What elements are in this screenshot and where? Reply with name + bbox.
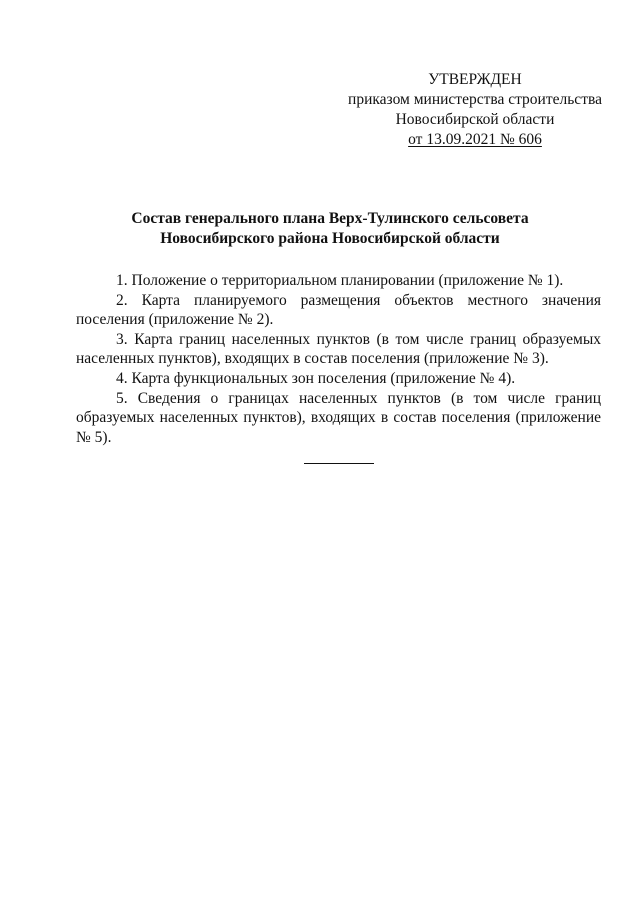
approval-region-line: Новосибирской области: [395, 111, 555, 128]
list-item: 3. Карта границ населенных пунктов (в том числе границ образуемых населенных пунктов), входящих в состав поселения (приложение № 3).: [76, 330, 601, 368]
end-divider: [304, 463, 374, 464]
list-item: 1. Положение о территориальном планировании (приложение № 1).: [116, 272, 564, 289]
approval-date-number: от 13.09.2021 № 606: [408, 131, 542, 148]
document-title-line-2: Новосибирского района Новосибирской области: [160, 230, 500, 247]
list-item: 2. Карта планируемого размещения объектов местного значения поселения (приложение № 2).: [76, 291, 601, 329]
contents-list: [76, 271, 601, 447]
document-title-line-1: Состав генерального плана Верх-Тулинского сельсовета: [131, 210, 529, 227]
list-item: 4. Карта функциональных зон поселения (приложение № 4).: [116, 369, 516, 387]
approval-stamp: [340, 70, 610, 150]
approval-order-line: приказом министерства строительства: [348, 91, 602, 108]
list-item: 5. Сведения о границах населенных пунктов (в том числе границ образуемых населенных пунктов), входящих в состав поселения (приложение № 5).: [76, 389, 601, 446]
document-title: [60, 209, 600, 249]
approval-heading: УТВЕРЖДЕН: [428, 71, 522, 88]
